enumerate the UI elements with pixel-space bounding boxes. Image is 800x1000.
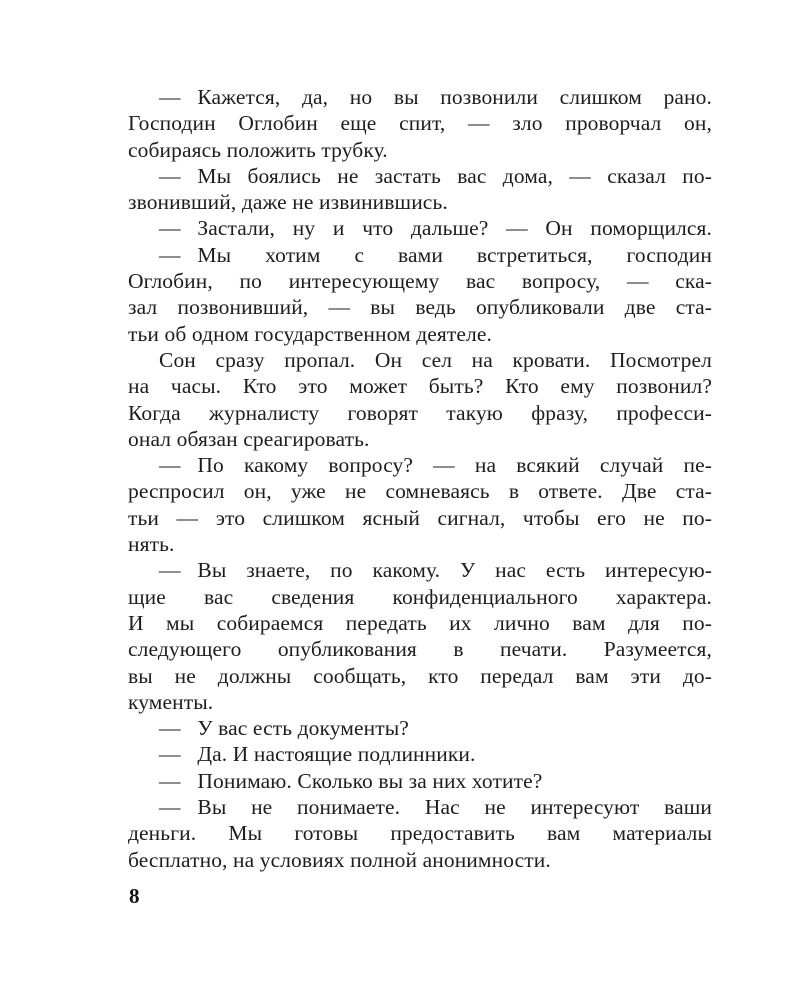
text-line: звонивший, даже не извинившись.: [128, 190, 448, 215]
paragraph: [128, 452, 712, 557]
paragraph: [128, 84, 712, 163]
paragraph: [128, 347, 712, 452]
paragraph: [128, 741, 712, 767]
paragraph: [128, 794, 712, 873]
paragraph: [128, 215, 712, 241]
paragraph: [128, 163, 712, 216]
text-line: нять.: [128, 532, 175, 557]
text-line: онал обязан среагировать.: [128, 426, 370, 451]
text-line: собираясь положить трубку.: [128, 137, 388, 162]
paragraph: [128, 768, 712, 794]
text-line: бесплатно, на условиях полной анонимности.: [128, 847, 551, 872]
text-line: — Мы хотим с вами встретиться, господин: [159, 242, 712, 267]
text-line: — У вас есть документы?: [159, 716, 409, 741]
page-text: [128, 84, 712, 873]
text-line: Когда журналисту говорят такую фразу, професси-: [128, 400, 712, 425]
paragraph: [128, 242, 712, 347]
paragraph: [128, 557, 712, 715]
text-line: деньги. Мы готовы предоставить вам материалы: [128, 821, 712, 846]
text-line: следующего опубликования в печати. Разумеется,: [128, 637, 712, 662]
text-line: на часы. Кто это может быть? Кто ему позвонил?: [128, 374, 712, 399]
em-dash: —: [159, 163, 181, 188]
em-dash: —: [159, 453, 181, 478]
text-line: — Застали, ну и что дальше? — Он поморщился.: [159, 216, 712, 241]
paragraph: [128, 715, 712, 741]
text-line: И мы собираемся передать их лично вам для по-: [128, 610, 712, 635]
em-dash: —: [159, 742, 181, 767]
text-line: вы не должны сообщать, кто передал вам эти до-: [128, 663, 712, 688]
text-line: — Понимаю. Сколько вы за них хотите?: [159, 768, 543, 793]
text-line: щие вас сведения конфиденциального характера.: [128, 584, 712, 609]
text-line: Сон сразу пропал. Он сел на кровати. Посмотрел: [159, 347, 712, 372]
em-dash: —: [159, 768, 181, 793]
em-dash: —: [159, 242, 181, 267]
text-line: зал позвонивший, — вы ведь опубликовали две ста-: [128, 295, 712, 320]
text-line: — Кажется, да, но вы позвонили слишком рано.: [159, 85, 712, 109]
text-line: — Мы боялись не застать вас дома, — сказал по-: [159, 163, 712, 188]
text-line: — Вы не понимаете. Нас не интересуют ваши: [159, 795, 712, 820]
em-dash: —: [159, 85, 181, 109]
text-line: — Да. И настоящие подлинники.: [159, 742, 476, 767]
text-line: респросил он, уже не сомневаясь в ответе. Две ста-: [128, 479, 712, 504]
em-dash: —: [159, 216, 181, 241]
text-line: Господин Оглобин еще спит, — зло проворчал он,: [128, 111, 712, 136]
em-dash: —: [159, 716, 181, 741]
text-line: тьи об одном государственном деятеле.: [128, 321, 492, 346]
text-line: тьи — это слишком ясный сигнал, чтобы его не по-: [128, 505, 712, 530]
text-line: — Вы знаете, по какому. У нас есть интересую-: [159, 558, 712, 583]
page-number: 8: [129, 884, 140, 908]
text-line: Оглобин, по интересующему вас вопросу, — ска-: [128, 269, 712, 294]
text-line: — По какому вопросу? — на всякий случай пе-: [159, 453, 712, 478]
em-dash: —: [159, 795, 181, 820]
text-line: кументы.: [128, 689, 214, 714]
em-dash: —: [159, 558, 181, 583]
